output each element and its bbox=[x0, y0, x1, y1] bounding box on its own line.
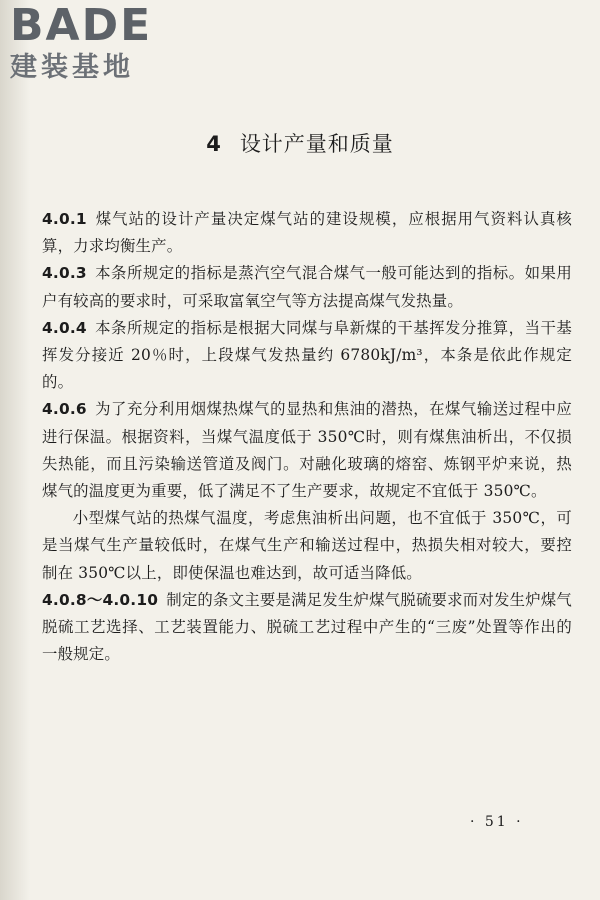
paragraph-text: 本条所规定的指标是根据大同煤与阜新煤的干基挥发分推算，当干基挥发分接近 20％时，上段煤气发热量约 6780kJ/m³，本条是依此作规定的。 bbox=[42, 318, 572, 392]
paragraph-text: 本条所规定的指标是蒸汽空气混合煤气一般可能达到的指标。如果用户有较高的要求时，可采取富氧空气等方法提高煤气发热量。 bbox=[42, 264, 572, 310]
paragraph-text: 煤气站的设计产量决定煤气站的建设规模，应根据用气资料认真核算，力求均衡生产。 bbox=[42, 210, 572, 256]
logo-word: BADE bbox=[10, 0, 153, 51]
paragraph-text: 小型煤气站的热煤气温度，考虑焦油析出问题，也不宜低于 350℃，可是当煤气生产量较低时，在煤气生产和输送过程中，热损失相对较大，要控制在 350℃以上，即使保温也难达到，故可适当降低。 bbox=[42, 509, 572, 582]
logo-subtitle: 建装基地 bbox=[10, 52, 134, 83]
chapter-title bbox=[0, 128, 600, 158]
page-number: · 51 · bbox=[470, 814, 524, 830]
chapter-number: 4 bbox=[206, 132, 222, 156]
bade-logo bbox=[10, 2, 180, 86]
section-number: 4.0.4 bbox=[42, 318, 87, 337]
paragraph-4-0-8-10 bbox=[42, 587, 572, 669]
paragraph-4-0-4 bbox=[42, 315, 572, 397]
section-number: 4.0.1 bbox=[42, 210, 87, 228]
section-number: 4.0.6 bbox=[42, 400, 87, 419]
paragraph-4-0-6-continued bbox=[42, 505, 572, 587]
document-body bbox=[42, 206, 572, 668]
chapter-title-text: 设计产量和质量 bbox=[239, 132, 394, 156]
section-number: 4.0.3 bbox=[42, 264, 87, 283]
section-number: 4.0.8～4.0.10 bbox=[42, 590, 159, 609]
paragraph-text: 为了充分利用烟煤热煤气的显热和焦油的潜热，在煤气输送过程中应进行保温。根据资料，当煤气温度低于 350℃时，则有煤焦油析出，不仅损失热能，而且污染输送管道及阀门。对融化玻璃的熔窑、炼钢平炉来说，热煤气的温度更为重要，低了满足不了生产要求，故规定不宜低于 350℃。 bbox=[42, 400, 572, 501]
paragraph-text: 制定的条文主要是满足发生炉煤气脱硫要求而对发生炉煤气脱硫工艺选择、工艺装置能力、脱硫工艺过程中产生的“三废”处置等作出的一般规定。 bbox=[42, 590, 573, 664]
paragraph-4-0-1 bbox=[42, 206, 572, 260]
paragraph-4-0-6 bbox=[42, 396, 572, 505]
paragraph-4-0-3 bbox=[42, 260, 572, 314]
